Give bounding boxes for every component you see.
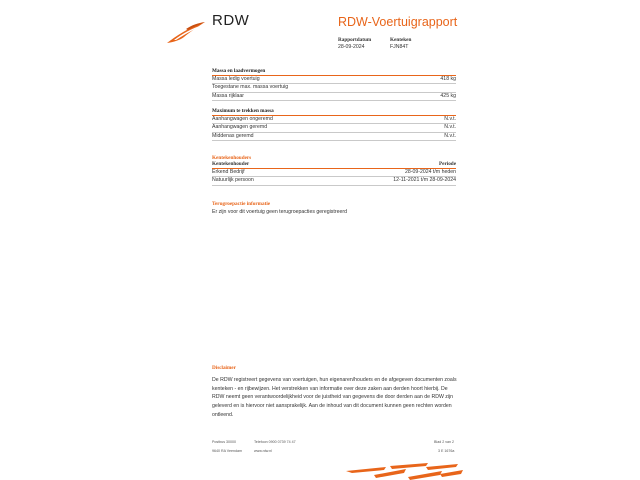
towing-section: [212, 108, 456, 141]
disclaimer-section: [212, 365, 456, 420]
decorative-stripes-icon: [346, 463, 463, 480]
row-value: 418 kg: [440, 76, 456, 82]
report-date-label: Rapportdatum: [338, 37, 372, 43]
towing-section-title: Maximum te trekken massa: [212, 108, 456, 116]
report-date-value: 28-09-2024: [338, 44, 365, 50]
row-label: Massa ledig voertuig: [212, 76, 260, 82]
recall-text: Er zijn voor dit voertuig geen terugroepacties geregistreerd: [212, 209, 347, 215]
row-label: Aanhangwagen geremd: [212, 124, 268, 131]
holders-section-title: Kentekenhouders: [212, 155, 252, 161]
row-label: Aanhangwagen ongeremd: [212, 116, 273, 122]
table-row: [212, 124, 456, 132]
holders-table-header: [212, 161, 456, 169]
plate-value: FJN84T: [390, 44, 409, 50]
footer-phone: Telefoon 0900 0739 74 47: [254, 440, 296, 444]
recall-section-title: Terugroepactie informatie: [212, 201, 271, 207]
row-label: Toegestane max. massa voertuig: [212, 84, 289, 91]
row-value: 425 kg: [440, 92, 456, 99]
row-value: N.v.t.: [444, 124, 456, 131]
recall-section: [212, 201, 456, 215]
period-cell: 12-11-2021 t/m 28-09-2024: [393, 177, 456, 184]
row-label: Massa rijklaar: [212, 92, 244, 99]
footer-web: www.rdw.nl: [254, 449, 272, 453]
holder-cell: Erkend Bedrijf: [212, 169, 245, 175]
footer-postbus: Postbus 30000: [212, 440, 236, 444]
footer-code: 3 E 1676a: [438, 449, 455, 453]
period-column-header: Periode: [439, 161, 456, 167]
table-row: [212, 133, 456, 141]
table-row: [212, 116, 456, 124]
holders-section: [212, 155, 456, 186]
table-row: [212, 76, 456, 84]
mass-section-title: Massa en laadvermogen: [212, 68, 456, 76]
report-title: RDW-Voertuigrapport: [338, 15, 458, 29]
table-row: [212, 84, 456, 92]
disclaimer-title: Disclaimer: [212, 365, 236, 371]
row-value: N.v.t.: [444, 132, 456, 139]
row-label: Middenas geremd: [212, 132, 254, 139]
disclaimer-text: De RDW registreert gegevens van voertuigen, hun eigenaren/houders en de afgegeven documenten zoals kenteken - en rijbewijzen. Het verstrekken van informatie over deze zaken aan derden hoort hierbij. De RDW neemt geen verantwoordelijkheid voor de juistheid van gegevens die door derden aan de RDW zijn geleverd en is hiervoor niet aansprakelijk. Aan de inhoud van dit document kunnen geen rechten worden ontleend.: [212, 377, 457, 418]
table-row: [212, 169, 456, 177]
footer-page: Blad 2 van 2: [434, 440, 454, 444]
table-row: [212, 177, 456, 185]
plate-label: Kenteken: [390, 37, 412, 43]
holder-column-header: Kentekenhouder: [212, 161, 250, 167]
row-value: N.v.t.: [444, 116, 456, 122]
holder-cell: Natuurlijk persoon: [212, 177, 254, 184]
brand-name: RDW: [212, 12, 250, 29]
rdw-logo-icon: [166, 20, 206, 44]
footer-city: 9640 RA Veendam: [212, 449, 242, 453]
mass-section: [212, 68, 456, 101]
period-cell: 28-09-2024 t/m heden: [404, 169, 456, 175]
table-row: [212, 93, 456, 101]
